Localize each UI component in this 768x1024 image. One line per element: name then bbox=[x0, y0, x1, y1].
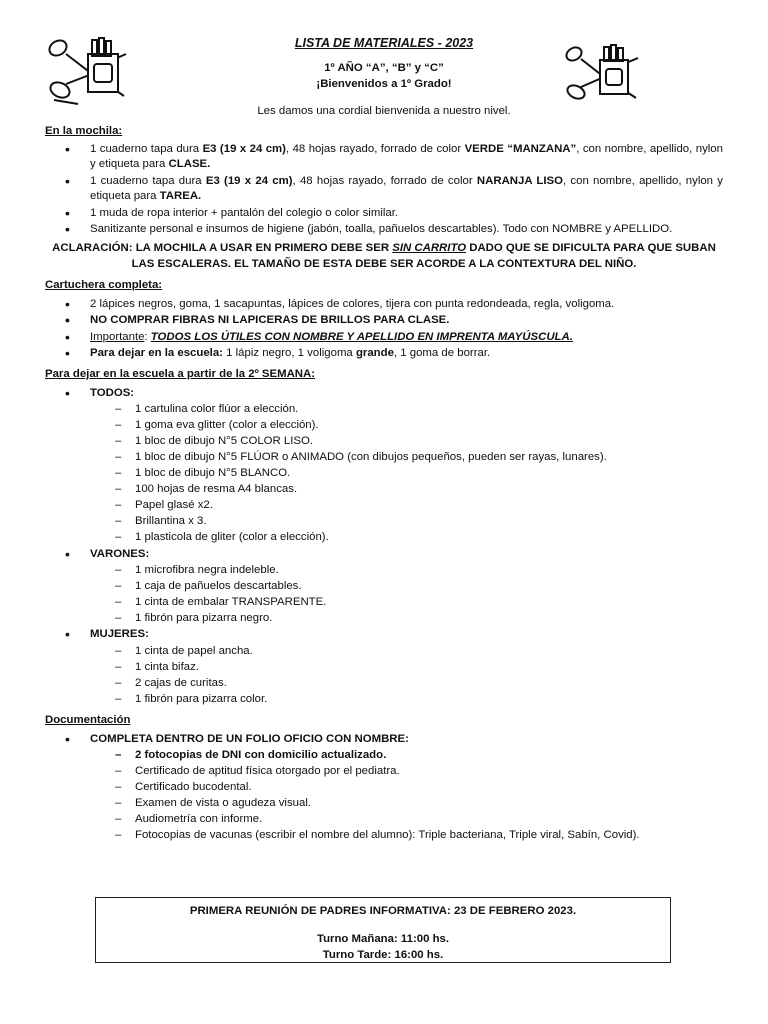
spacer bbox=[96, 919, 670, 932]
sublist-item: – 1 bloc de dibujo N°5 FLÚOR o ANIMADO (con dibujos pequeños, pueden ser rayas, lunares). bbox=[90, 450, 723, 465]
documentacion-sublist bbox=[90, 748, 723, 843]
list-item: • NO COMPRAR FIBRAS NI LAPICERAS DE BRILLOS PARA CLASE. bbox=[45, 313, 723, 328]
group-label-varones: VARONES: bbox=[90, 547, 150, 560]
list-item: • 2 lápices negros, goma, 1 sacapuntas, lápices de colores, tijera con punta redondeada, regla, voligoma. bbox=[45, 297, 723, 312]
welcome-line: ¡Bienvenidos a 1º Grado! bbox=[316, 77, 452, 90]
group-label-todos: TODOS: bbox=[90, 386, 135, 399]
group-label-folio: COMPLETA DENTRO DE UN FOLIO OFICIO CON NOMBRE: bbox=[90, 732, 409, 745]
sublist-item: – Certificado de aptitud física otorgado por el pediatra. bbox=[90, 764, 723, 779]
sublist-item: – Papel glasé x2. bbox=[90, 498, 723, 513]
meeting-afternoon: Turno Tarde: 16:00 hs. bbox=[322, 948, 444, 961]
sublist-item: – 100 hojas de resma A4 blancas. bbox=[90, 482, 723, 497]
escuela-list bbox=[45, 386, 723, 707]
sublist-item: – 1 plasticola de gliter (color a elección). bbox=[90, 530, 723, 545]
mochila-list bbox=[45, 142, 723, 237]
item-text: grande bbox=[355, 346, 394, 359]
mochila-note bbox=[45, 241, 723, 272]
mujeres-sublist bbox=[90, 644, 723, 707]
sublist-item: – 2 fotocopias de DNI con domicilio actualizado. bbox=[90, 748, 723, 763]
list-item: • Sanitizante personal e insumos de higiene (jabón, toalla, pañuelos descartables). Todo con NOMBRE y APELLIDO. bbox=[45, 222, 723, 237]
section-heading-mochila: En la mochila: bbox=[45, 124, 123, 137]
item-text: , 48 hojas rayado, forrado de color bbox=[292, 174, 477, 187]
documentacion-list bbox=[45, 732, 723, 844]
item-text: NARANJA LISO bbox=[476, 174, 563, 187]
sublist-item: – 1 cinta de embalar TRANSPARENTE. bbox=[90, 595, 723, 610]
meeting-info-box bbox=[95, 897, 671, 963]
grade-line: 1º AÑO “A”, “B” y “C” bbox=[324, 62, 444, 75]
sublist-item: – Examen de vista o agudeza visual. bbox=[90, 796, 723, 811]
sublist-item: – 1 fibrón para pizarra negro. bbox=[90, 611, 723, 626]
item-text: TODOS LOS ÚTILES CON NOMBRE Y APELLIDO EN IMPRENTA MAYÚSCULA. bbox=[150, 330, 573, 343]
item-text: , con nombre, apellido, nylon y etiqueta para bbox=[90, 174, 723, 203]
item-text: CLASE. bbox=[168, 158, 211, 171]
item-text: , 48 hojas rayado, forrado de color bbox=[285, 143, 465, 156]
sublist-item: – Brillantina x 3. bbox=[90, 514, 723, 529]
list-item bbox=[45, 330, 723, 345]
meeting-morning: Turno Mañana: 11:00 hs. bbox=[316, 933, 450, 946]
list-item bbox=[45, 732, 723, 844]
item-text: : bbox=[144, 330, 151, 343]
list-item: • 1 muda de ropa interior + pantalón del colegio o color similar. bbox=[45, 206, 723, 221]
note-text: DADO QUE SE DIFICULTA PARA QUE SUBAN LAS ESCALERAS. EL TAMAÑO DE ESTA DEBE SER ACORDE A LA CONTEXTURA DEL NIÑO. bbox=[131, 242, 716, 270]
materials-document bbox=[45, 36, 723, 844]
group-label-mujeres: MUJERES: bbox=[90, 628, 149, 641]
sublist-item: – 1 bloc de dibujo N°5 COLOR LISO. bbox=[90, 434, 723, 449]
list-item bbox=[45, 627, 723, 707]
sublist-item: – 1 caja de pañuelos descartables. bbox=[90, 579, 723, 594]
document-header bbox=[45, 36, 723, 92]
list-item bbox=[45, 174, 723, 205]
item-text: E3 (19 x 24 cm) bbox=[205, 174, 293, 187]
item-text: , 1 goma de borrar. bbox=[393, 346, 491, 359]
varones-sublist bbox=[90, 563, 723, 626]
sublist-item: – Certificado bucodental. bbox=[90, 780, 723, 795]
sublist-item: – 1 cartulina color flúor a elección. bbox=[90, 402, 723, 417]
list-item bbox=[45, 346, 723, 361]
sublist-item: – 1 microfibra negra indeleble. bbox=[90, 563, 723, 578]
sublist-item: – 1 bloc de dibujo N°5 BLANCO. bbox=[90, 466, 723, 481]
intro-text: Les damos una cordial bienvenida a nuestro nivel. bbox=[257, 105, 511, 118]
item-text: Para dejar en la escuela: bbox=[90, 346, 223, 359]
sublist-item: – Fotocopias de vacunas (escribir el nombre del alumno): Triple bacteriana, Triple viral, Sabín, Covid). bbox=[90, 828, 723, 843]
meeting-title: PRIMERA REUNIÓN DE PADRES INFORMATIVA: 23 DE FEBRERO 2023. bbox=[189, 905, 577, 917]
page-title: LISTA DE MATERIALES - 2023 bbox=[294, 36, 474, 50]
note-emphasis: SIN CARRITO bbox=[392, 242, 467, 255]
list-item bbox=[45, 142, 723, 173]
item-text: 1 cuaderno tapa dura bbox=[90, 143, 203, 156]
sublist-item: – 2 cajas de curitas. bbox=[90, 676, 723, 691]
todos-sublist bbox=[90, 402, 723, 545]
note-text: ACLARACIÓN: LA MOCHILA A USAR EN PRIMERO DEBE SER bbox=[52, 242, 393, 255]
sublist-item: – 1 cinta bifaz. bbox=[90, 660, 723, 675]
item-text: 1 lápiz negro, 1 voligoma bbox=[222, 346, 356, 359]
sublist-item: – 1 goma eva glitter (color a elección). bbox=[90, 418, 723, 433]
item-text: Importante bbox=[90, 330, 145, 343]
item-text: TAREA. bbox=[159, 190, 202, 203]
list-item bbox=[45, 547, 723, 627]
list-item bbox=[45, 386, 723, 546]
section-heading-escuela: Para dejar en la escuela a partir de la 2º SEMANA: bbox=[45, 368, 316, 381]
item-text: VERDE “MANZANA” bbox=[464, 143, 577, 156]
sublist-item: – Audiometría con informe. bbox=[90, 812, 723, 827]
sublist-item: – 1 fibrón para pizarra color. bbox=[90, 692, 723, 707]
item-text: 1 cuaderno tapa dura bbox=[90, 174, 206, 187]
sublist-item: – 1 cinta de papel ancha. bbox=[90, 644, 723, 659]
section-heading-cartuchera: Cartuchera completa: bbox=[45, 279, 163, 292]
section-heading-documentacion: Documentación bbox=[45, 714, 131, 727]
cartuchera-list bbox=[45, 297, 723, 362]
item-text: E3 (19 x 24 cm) bbox=[202, 143, 286, 156]
item-text: , con nombre, apellido, nylon y etiqueta para bbox=[90, 143, 723, 171]
